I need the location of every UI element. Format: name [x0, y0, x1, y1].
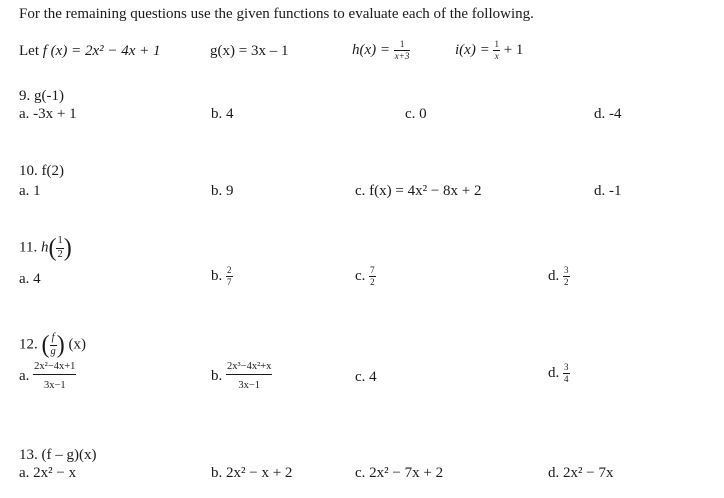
- question-12-numerator: f: [51, 332, 55, 343]
- choice-d-fraction: [563, 266, 570, 287]
- choice-a-prefix: a.: [19, 367, 30, 384]
- question-10-label: 10. f(2): [19, 163, 64, 179]
- question-9-choice-b[interactable]: b. 4: [211, 106, 234, 122]
- question-11-function: h: [40, 239, 49, 256]
- choice-c-numerator: 7: [370, 265, 375, 275]
- question-10-choice-a[interactable]: a. 1: [19, 183, 41, 199]
- open-paren: (: [48, 234, 57, 262]
- choice-d-numerator: 3: [564, 362, 569, 372]
- choice-b-denominator: 3x−1: [226, 374, 272, 392]
- open-paren: (: [41, 331, 50, 359]
- function-h-lhs: h(x) =: [352, 41, 391, 58]
- choice-a-numerator: 2x²−4x+1: [34, 361, 76, 372]
- choice-d-prefix: d.: [548, 267, 560, 284]
- choice-d-fraction: [563, 363, 570, 384]
- function-h-denominator: x+3: [394, 51, 410, 61]
- question-12-choice-a[interactable]: [19, 362, 76, 391]
- question-13-label: 13. (f – g)(x): [19, 447, 97, 463]
- function-i-denominator: x: [494, 51, 499, 61]
- question-12-choice-b[interactable]: [211, 362, 272, 391]
- question-12-quotient: [50, 333, 57, 357]
- question-13-choice-d[interactable]: d. 2x² − 7x: [548, 465, 614, 481]
- question-12-suffix: (x): [68, 336, 86, 353]
- function-g: g(x) = 3x – 1: [210, 43, 289, 59]
- question-11-argument: [56, 236, 63, 260]
- choice-a-fraction: [33, 362, 76, 391]
- question-11-number: 11.: [19, 239, 38, 256]
- close-paren: ): [56, 331, 65, 359]
- let-prefix: Let: [19, 43, 39, 59]
- question-9-label: 9. g(-1): [19, 88, 64, 104]
- choice-b-fraction: [226, 266, 233, 287]
- question-10-choice-c[interactable]: c. f(x) = 4x² − 8x + 2: [355, 183, 482, 199]
- question-12-label: [19, 333, 86, 357]
- question-9-choice-a[interactable]: a. -3x + 1: [19, 106, 77, 122]
- question-9-choice-c[interactable]: c. 0: [405, 106, 427, 122]
- function-h-numerator: 1: [399, 39, 405, 49]
- function-f: f (x) = 2x² − 4x + 1: [42, 43, 161, 59]
- function-i-rest: + 1: [503, 41, 524, 58]
- question-12-number: 12.: [19, 336, 38, 353]
- choice-b-denominator: 7: [227, 277, 232, 287]
- function-h-fraction: [394, 40, 411, 61]
- function-i-lhs: i(x) =: [455, 41, 490, 58]
- question-9-choice-d[interactable]: d. -4: [594, 106, 622, 122]
- choice-b-fraction: [226, 362, 272, 391]
- question-12-choice-d[interactable]: [548, 363, 570, 384]
- function-i-definition: [455, 40, 523, 61]
- choice-b-numerator: 2: [227, 265, 232, 275]
- function-f-definition: [19, 43, 161, 60]
- choice-c-prefix: c.: [355, 267, 366, 284]
- choice-b-numerator: 2x³−4x²+x: [227, 361, 272, 372]
- question-12-choice-c[interactable]: c. 4: [355, 369, 377, 385]
- question-10-choice-b[interactable]: b. 9: [211, 183, 234, 199]
- choice-d-prefix: d.: [548, 364, 560, 381]
- question-11-numerator: 1: [57, 235, 63, 246]
- question-11-choice-a[interactable]: a. 4: [19, 271, 41, 287]
- question-11-denominator: 2: [57, 248, 63, 260]
- close-paren: ): [63, 234, 72, 262]
- question-13-choice-c[interactable]: c. 2x² − 7x + 2: [355, 465, 444, 481]
- question-12-denominator: g: [50, 345, 56, 357]
- function-i-fraction: [493, 40, 500, 61]
- function-i-numerator: 1: [494, 39, 499, 49]
- question-11-label: [19, 236, 72, 260]
- question-11-choice-d[interactable]: [548, 266, 570, 287]
- choice-a-denominator: 3x−1: [33, 374, 76, 392]
- function-h-definition: [352, 40, 410, 61]
- choice-b-prefix: b.: [211, 367, 223, 384]
- instructions-text: For the remaining questions use the given functions to evaluate each of the following.: [19, 6, 534, 22]
- question-11-choice-b[interactable]: [211, 266, 233, 287]
- question-13-choice-b[interactable]: b. 2x² − x + 2: [211, 465, 293, 481]
- choice-d-denominator: 4: [564, 374, 569, 384]
- choice-c-fraction: [369, 266, 376, 287]
- question-13-choice-a[interactable]: a. 2x² − x: [19, 465, 77, 481]
- question-11-choice-c[interactable]: [355, 266, 376, 287]
- choice-d-numerator: 3: [564, 265, 569, 275]
- question-10-choice-d[interactable]: d. -1: [594, 183, 622, 199]
- choice-c-denominator: 2: [370, 277, 375, 287]
- choice-b-prefix: b.: [211, 267, 223, 284]
- choice-d-denominator: 2: [564, 277, 569, 287]
